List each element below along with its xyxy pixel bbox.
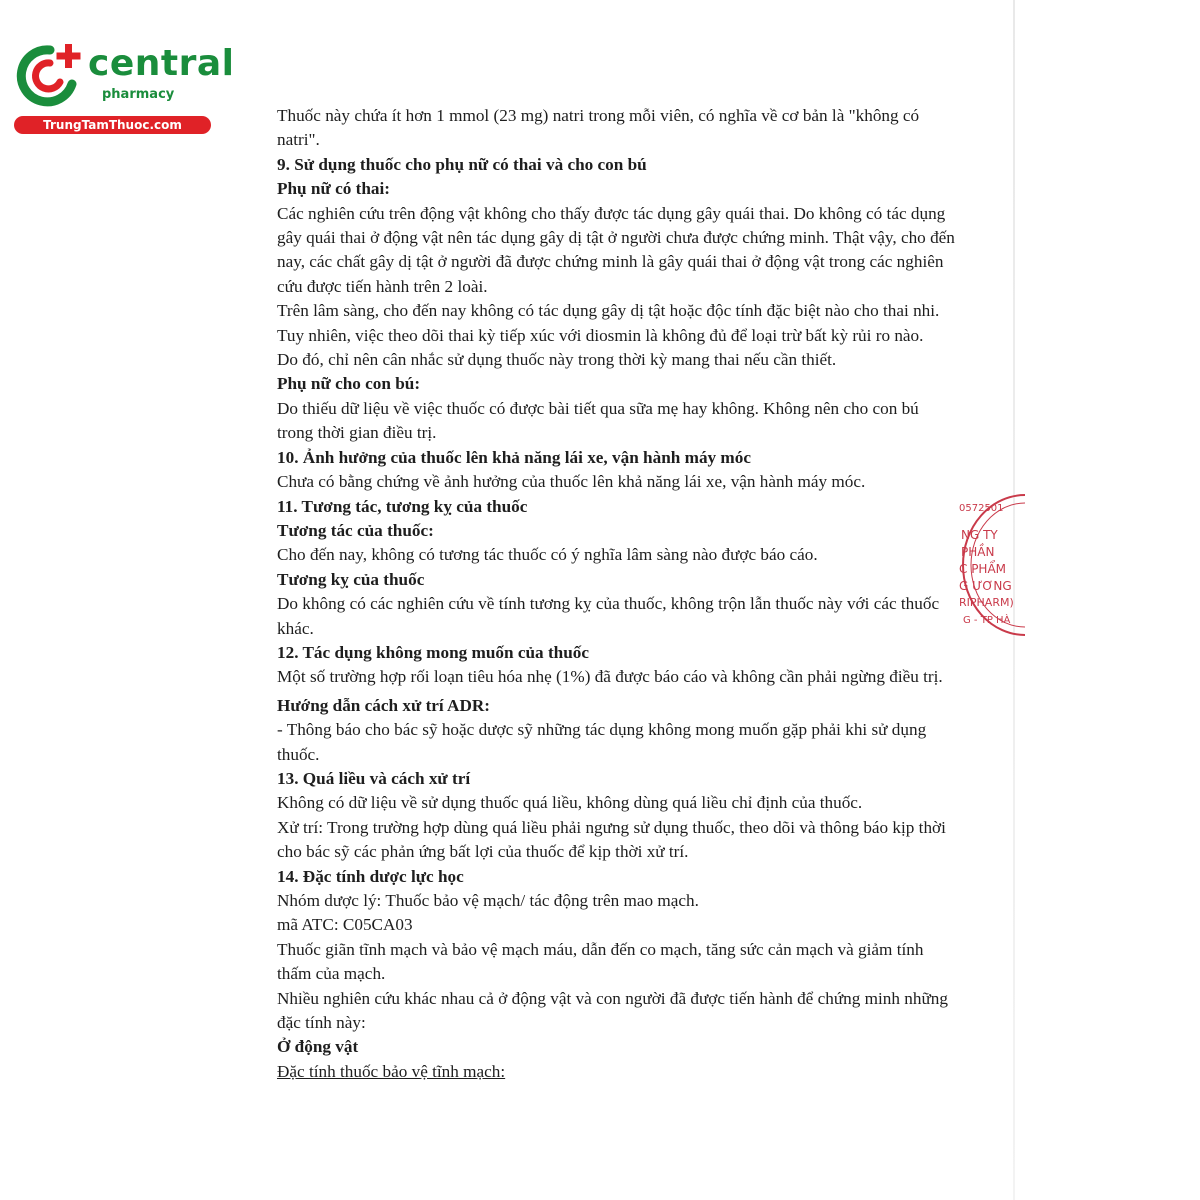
paragraph: Xử trí: Trong trường hợp dùng quá liều phải ngưng sử dụng thuốc, theo dõi và thông báo kịp thời cho bác sỹ các phản ứng bất lợi của thuốc để kịp thời xử trí. — [277, 817, 946, 862]
paragraph: Trên lâm sàng, cho đến nay không có tác dụng gây dị tật hoặc độc tính đặc biệt nào cho thai nhi. Tuy nhiên, việc theo dõi thai kỳ tiếp xúc với diosmin là không đủ để loại trừ bất kỳ rủi ro nào. — [277, 301, 940, 345]
stamp-line: C PHẨM — [959, 562, 1007, 576]
section-heading: 12. Tác dụng không mong muốn của thuốc — [277, 642, 590, 662]
paragraph: Không có dữ liệu về sử dụng thuốc quá liều, không dùng quá liều chỉ định của thuốc. — [277, 793, 863, 813]
stamp-line: PHẦN — [961, 545, 995, 559]
subheading: Phụ nữ có thai: — [277, 179, 390, 199]
paragraph: Chưa có bằng chứng về ảnh hưởng của thuốc lên khả năng lái xe, vận hành máy móc. — [277, 472, 866, 492]
stamp-line: G - TP HÀ — [963, 615, 1011, 626]
stamp-line: RIPHARM) — [959, 596, 1014, 609]
paragraph: Nhiều nghiên cứu khác nhau cả ở động vật và con người đã được tiến hành để chứng minh những đặc tính này: — [277, 988, 948, 1033]
logo-subtitle: pharmacy — [102, 87, 175, 102]
logo-url-badge[interactable]: TrungTamThuoc.com — [14, 116, 211, 134]
paragraph: Các nghiên cứu trên động vật không cho thấy được tác dụng gây quái thai. Do không có tác dụng gây quái thai ở động vật nên tác dụng gây dị tật ở người chưa được chứng minh. Thật vậy, cho đến nay, các chất gây dị tật ở người đã được chứng minh là gây quái thai ở động vật trong các nghiên cứu được tiến hành trên 2 loài. — [277, 203, 955, 296]
underlined-heading: Đặc tính thuốc bảo vệ tĩnh mạch: — [277, 1061, 506, 1081]
paragraph: mã ATC: C05CA03 — [277, 915, 413, 935]
pharmacy-cross-icon — [10, 38, 88, 108]
section-heading: 13. Quá liều và cách xử trí — [277, 768, 471, 788]
paragraph: Nhóm dược lý: Thuốc bảo vệ mạch/ tác động trên mao mạch. — [277, 891, 699, 910]
subheading: Tương kỵ của thuốc — [277, 569, 425, 589]
paragraph: Do thiếu dữ liệu về việc thuốc có được bài tiết qua sữa mẹ hay không. Không nên cho con bú trong thời gian điều trị. — [277, 398, 919, 443]
company-stamp — [955, 488, 1025, 648]
paragraph: Cho đến nay, không có tương tác thuốc có ý nghĩa lâm sàng nào được báo cáo. — [277, 545, 818, 565]
subheading: Tương tác của thuốc: — [277, 520, 434, 540]
section-heading: 9. Sử dụng thuốc cho phụ nữ có thai và cho con bú — [277, 154, 647, 174]
subheading: Phụ nữ cho con bú: — [277, 374, 421, 394]
logo-brand: central — [88, 43, 235, 84]
paragraph: Do không có các nghiên cứu về tính tương kỵ của thuốc, không trộn lẫn thuốc này với các thuốc khác. — [277, 594, 940, 638]
paragraph: Thuốc giãn tĩnh mạch và bảo vệ mạch máu, dẫn đến co mạch, tăng sức cản mạch và giảm tính thấm của mạch. — [277, 939, 924, 984]
paragraph: - Thông báo cho bác sỹ hoặc dược sỹ những tác dụng không mong muốn gặp phải khi sử dụng thuốc. — [277, 720, 927, 764]
subheading: Ở động vật — [277, 1037, 359, 1057]
stamp-line: G ƯƠNG — [959, 579, 1012, 593]
subheading: Hướng dẫn cách xử trí ADR: — [277, 695, 491, 715]
paragraph: Thuốc này chứa ít hơn 1 mmol (23 mg) natri trong mỗi viên, có nghĩa về cơ bản là "không có natri". — [277, 106, 920, 150]
section-heading: 11. Tương tác, tương kỵ của thuốc — [277, 496, 528, 516]
document-body — [277, 104, 957, 1084]
stamp-line: 0572501 — [959, 503, 1004, 514]
central-pharmacy-logo[interactable] — [10, 38, 235, 138]
paragraph: Do đó, chỉ nên cân nhắc sử dụng thuốc này trong thời kỳ mang thai nếu cần thiết. — [277, 350, 837, 370]
section-heading: 10. Ảnh hưởng của thuốc lên khả năng lái xe, vận hành máy móc — [277, 447, 751, 467]
section-heading: 14. Đặc tính dược lực học — [277, 866, 464, 886]
stamp-line: NG TY — [961, 528, 998, 542]
paragraph: Một số trường hợp rối loạn tiêu hóa nhẹ (1%) đã được báo cáo và không cần phải ngừng điều trị. — [277, 667, 943, 687]
